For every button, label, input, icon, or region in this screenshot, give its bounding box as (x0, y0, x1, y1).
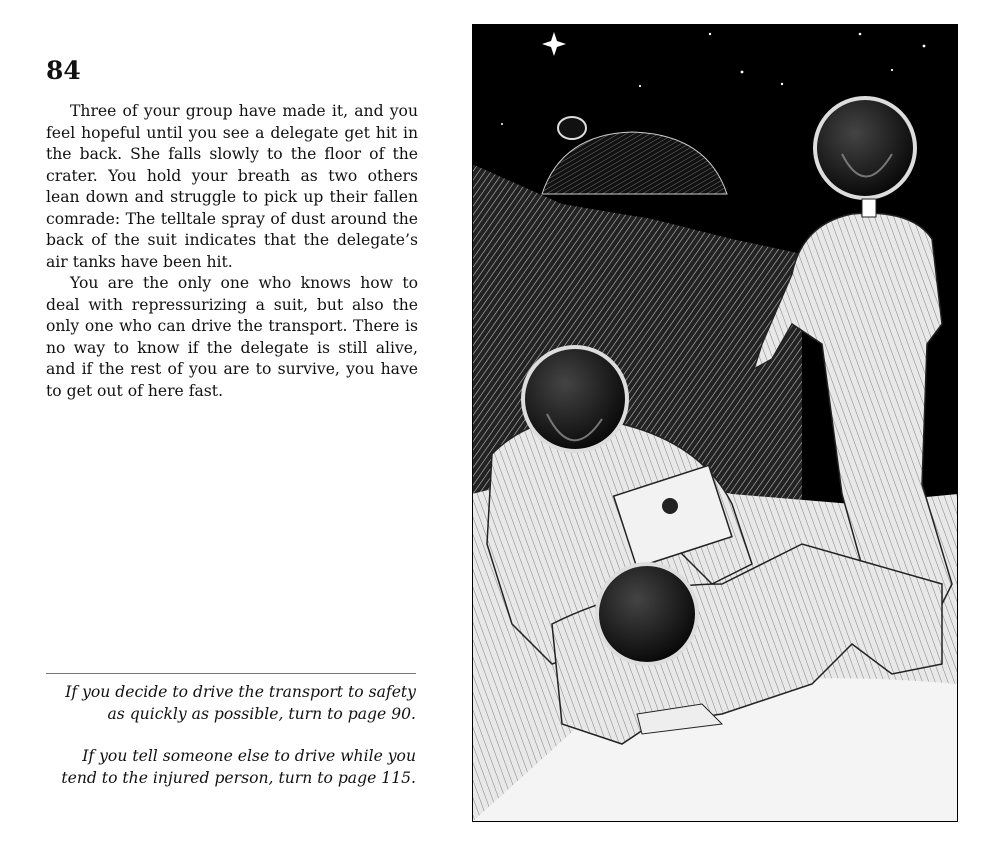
story-text (46, 101, 418, 402)
illustration-artwork (472, 24, 958, 822)
page-number: 84 (46, 56, 81, 85)
story-paragraph: Three of your group have made it, and you feel hopeful until you see a delegate get hit in the back. She falls slowly to the floor of the crater. You hold your breath as two others lean down and struggle to pick up their fallen comrade: The telltale spray of dust around the back of the suit indicates that the delegate’s air tanks have been hit. (46, 102, 418, 271)
choice-tend-injured: If you tell someone else to drive while you tend to the injured person, turn to page 115. (61, 747, 416, 787)
choices-divider (46, 673, 416, 674)
choices (46, 682, 416, 810)
helmet-icon (815, 98, 915, 198)
helmet-icon (597, 564, 697, 664)
helmet-icon (523, 347, 627, 451)
astronaut-illustration (472, 24, 958, 822)
story-paragraph: You are the only one who knows how to deal with repressurizing a suit, but also the only one who can drive the transport. There is no way to know if the delegate is still alive, and if the rest of you are to survive, you have to get out of here fast. (46, 274, 418, 400)
choice-drive-transport: If you decide to drive the transport to safety as quickly as possible, turn to page 90. (65, 683, 416, 723)
